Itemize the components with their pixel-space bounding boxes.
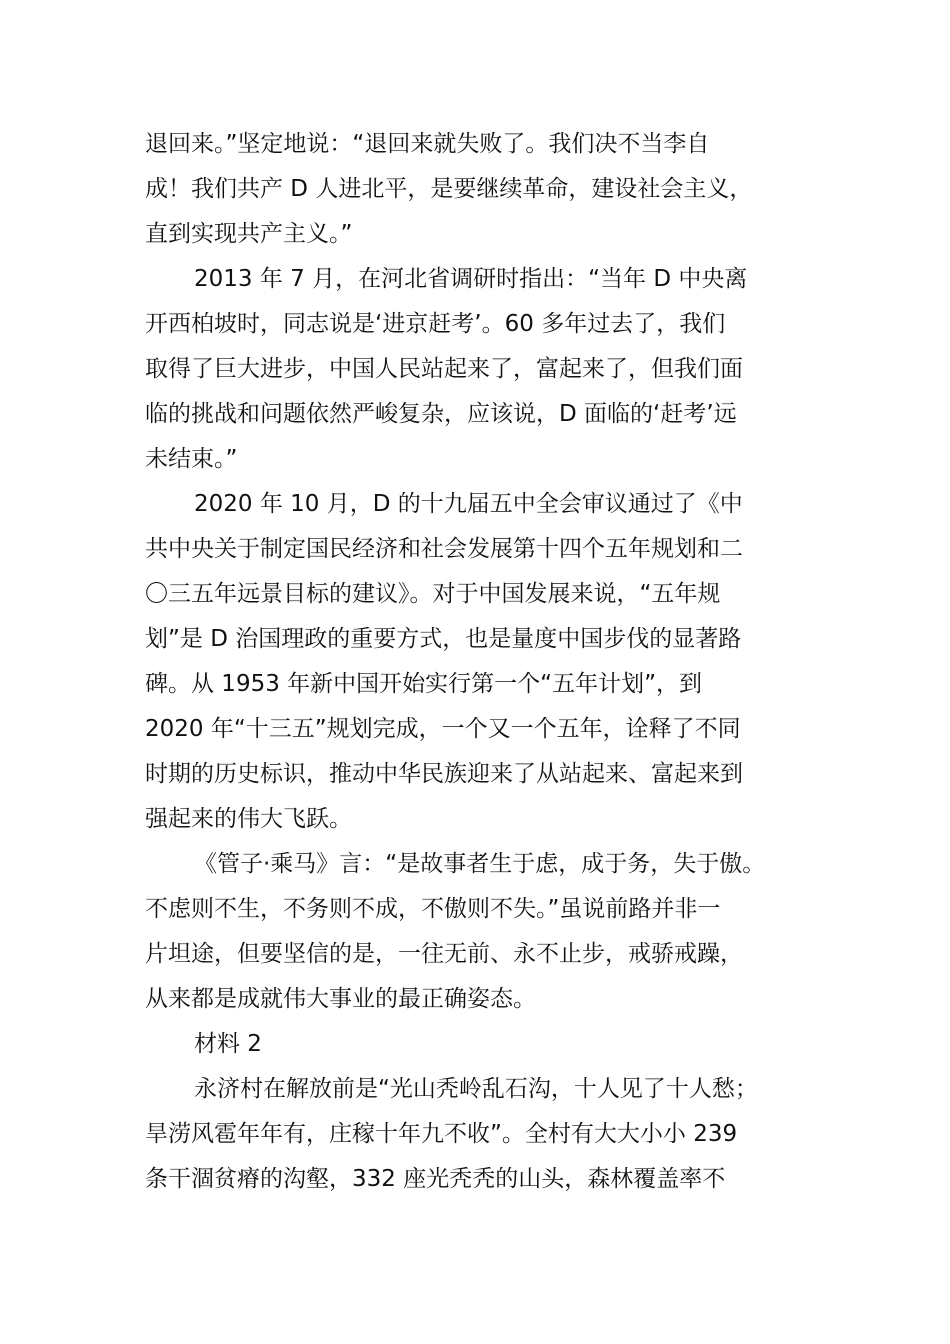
paragraph-yongji-village: [145, 1067, 835, 1202]
text-line: 〇三五年远景目标的建议》。对于中国发展来说，“五年规: [145, 581, 721, 607]
text-line: 永济村在解放前是“光山秃岭乱石沟，十人见了十人愁；: [194, 1076, 758, 1102]
text-line: 条干涸贫瘠的沟壑，332 座光秃秃的山头，森林覆盖率不: [145, 1166, 726, 1192]
text-line: 2013 年 7 月，在河北省调研时指出：“当年 D 中央离: [194, 266, 748, 292]
text-line: 未结束。”: [145, 446, 238, 472]
text-line: 划”是 D 治国理政的重要方式，也是量度中国步伐的显著路: [145, 626, 742, 652]
paragraph-guanzi-quote: [145, 842, 835, 1022]
text-line: 材料 2: [194, 1031, 262, 1057]
text-line: 片坦途，但要坚信的是，一往无前、永不止步，戒骄戒躁，: [145, 941, 743, 967]
paragraph-2020-five-year-plan: [145, 482, 835, 842]
text-line: 直到实现共产主义。”: [145, 221, 353, 247]
text-line: 退回来。”坚定地说：“退回来就失败了。我们决不当李自: [145, 131, 710, 157]
text-line: 《管子·乘马》言：“是故事者生于虑，成于务，失于傲。: [194, 851, 766, 877]
text-line: 临的挑战和问题依然严峻复杂，应该说，D 面临的‘赶考’远: [145, 401, 737, 427]
section-heading-material-2: [145, 1022, 835, 1067]
text-line: 不虑则不生，不务则不成，不傲则不失。”虽说前路并非一: [145, 896, 721, 922]
text-line: 从来都是成就伟大事业的最正确姿态。: [145, 986, 536, 1012]
text-line: 成！我们共产 D 人进北平，是要继续革命，建设社会主义，: [145, 176, 753, 202]
text-line: 开西柏坡时，同志说是‘进京赶考’。60 多年过去了，我们: [145, 311, 726, 337]
text-line: 强起来的伟大飞跃。: [145, 806, 352, 832]
text-line: 2020 年“十三五”规划完成，一个又一个五年，诠释了不同: [145, 716, 741, 742]
text-line: 取得了巨大进步，中国人民站起来了，富起来了，但我们面: [145, 356, 743, 382]
text-line: 共中央关于制定国民经济和社会发展第十四个五年规划和二: [145, 536, 743, 562]
text-line: 2020 年 10 月，D 的十九届五中全会审议通过了《中: [194, 491, 743, 517]
text-line: 碑。从 1953 年新中国开始实行第一个“五年计划”，到: [145, 671, 702, 697]
text-line: 旱涝风雹年年有，庄稼十年九不收”。全村有大大小小 239: [145, 1121, 738, 1147]
paragraph-2013-hebei: [145, 257, 835, 482]
document-body: [145, 122, 835, 1202]
paragraph-li-zicheng-quote: [145, 122, 835, 257]
text-line: 时期的历史标识，推动中华民族迎来了从站起来、富起来到: [145, 761, 743, 787]
